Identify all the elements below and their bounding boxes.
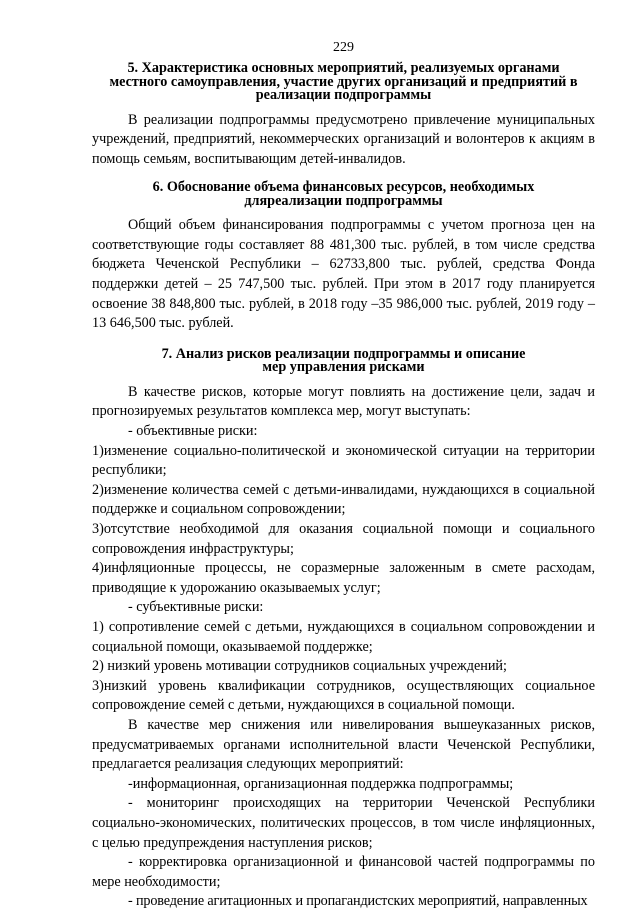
objective-risk-item: 4)инфляционные процессы, не соразмерные заложенным в смете расходам, приводящие к удорожанию оказываемых услуг;	[92, 560, 595, 596]
measure-item: - корректировка организационной и финансовой частей подпрограммы по мере необходимости;	[92, 854, 595, 890]
measure-item: - мониторинг происходящих на территории Чеченской Республики социально-экономических, политических процессов, в том числе инфляционных, с целью предупреждения наступления рисков;	[92, 795, 595, 851]
section-6	[92, 181, 595, 334]
subjective-risk-item: 2) низкий уровень мотивации сотрудников социальных учреждений;	[92, 658, 507, 675]
section-6-paragraph: Общий объем финансирования подпрограммы с учетом прогноза цен на соответствующие годы составляет 88 481,300 тыс. рублей, в том числе средства бюджета Чеченской Республики – 62733,800 тыс. рублей, средства Фонда поддержки детей – 25 747,500 тыс. рублей. При этом в 2017 году планируется освоение 38 848,800 тыс. рублей, в 2018 году –35 986,000 тыс. рублей, 2019 году – 13 646,500 тыс. рублей.	[92, 217, 595, 332]
objective-risk-item: 3)отсутствие необходимой для оказания социальной помощи и социального сопровождения инфраструктуры;	[92, 521, 595, 557]
subjective-risk-item: 1) сопротивление семей с детьми, нуждающихся в социальном сопровождении и социальной помощи, оказываемой поддержке;	[92, 618, 595, 655]
document-page	[92, 40, 595, 912]
objective-risk-item: 1)изменение социально-политической и экономической ситуации на территории республики;	[92, 442, 595, 479]
section-5-title: 5. Характеристика основных мероприятий, реализуемых органами местного самоуправления, участие других организаций и предприятий в реализации подпрограммы	[109, 60, 578, 103]
measure-item: - проведение агитационных и пропагандистских мероприятий, направленных	[128, 893, 588, 910]
risks-intro: В качестве рисков, которые могут повлиять на достижение цели, задач и прогнозируемых результатов комплекса мер, могут выступать:	[92, 383, 595, 420]
section-6-title: 6. Обоснование объема финансовых ресурсов, необходимых дляреализации подпрограммы	[152, 179, 535, 209]
section-5	[92, 62, 595, 169]
section-5-paragraph: В реализации подпрограммы предусмотрено привлечение муниципальных учреждений, предприятий, некоммерческих организаций и волонтеров к акциям в помощь семьям, воспитывающим детей-инвалидов.	[92, 111, 595, 167]
subjective-risk-item: 3)низкий уровень квалификации сотрудников, осуществляющих социальное сопровождение семей с детьми, нуждающихся в социальной помощи.	[92, 677, 595, 714]
section-7	[92, 345, 595, 912]
measure-item: -информационная, организационная поддержка подпрограммы;	[128, 775, 514, 792]
subjective-risks-label: - субъективные риски:	[128, 599, 264, 616]
objective-risks-label: - объективные риски:	[128, 423, 258, 440]
page-number: 229	[333, 40, 354, 55]
section-7-title: 7. Анализ рисков реализации подпрограммы и описание мер управления рисками	[161, 345, 526, 376]
objective-risk-item: 2)изменение количества семей с детьми-инвалидами, нуждающихся в социальной поддержке и социальном сопровождении;	[92, 481, 595, 518]
measures-intro: В качестве мер снижения или нивелирования вышеуказанных рисков, предусматриваемых органами исполнительной власти Чеченской Республики, предлагается реализация следующих мероприятий:	[92, 716, 595, 773]
